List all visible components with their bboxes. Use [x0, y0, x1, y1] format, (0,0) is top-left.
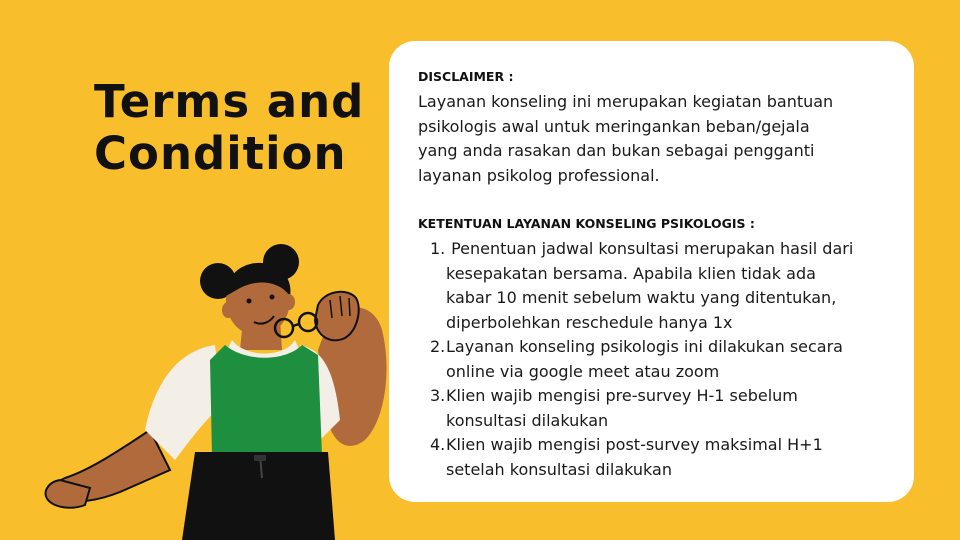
list-line: Layanan konseling psikologis ini dilakukan secara — [446, 337, 843, 356]
terms-card — [389, 41, 914, 502]
disclaimer-line: layanan psikolog professional. — [418, 165, 660, 185]
disclaimer-line: Layanan konseling ini merupakan kegiatan bantuan — [418, 92, 834, 111]
list-line: Klien wajib mengisi post-survey maksimal H+1 — [446, 435, 823, 454]
terms-list — [418, 237, 898, 482]
list-number: 2. — [430, 337, 446, 356]
list-line: kesepakatan bersama. Apabila klien tidak ada — [446, 263, 816, 283]
list-line: Klien wajib mengisi pre-survey H-1 sebelum — [446, 386, 798, 405]
trousers — [182, 452, 335, 540]
disclaimer-text — [418, 90, 888, 188]
terms-heading: KETENTUAN LAYANAN KONSELING PSIKOLOGIS : — [418, 216, 755, 231]
list-line: kabar 10 menit sebelum waktu yang ditentukan, — [446, 288, 837, 307]
list-number: 3. — [430, 386, 446, 405]
list-line: Penentuan jadwal konsultasi merupakan hasil dari — [446, 239, 854, 258]
person-illustration — [0, 0, 400, 540]
list-number: 4. — [430, 435, 446, 454]
disclaimer-heading: DISCLAIMER : — [418, 69, 514, 84]
list-item — [418, 335, 898, 384]
list-item — [418, 384, 898, 433]
list-item — [418, 237, 898, 335]
list-number: 1. — [430, 239, 446, 258]
list-line: konsultasi dilakukan — [446, 410, 609, 430]
title-line-1: Terms and — [94, 75, 365, 128]
shirt — [210, 345, 322, 455]
disclaimer-line: yang anda rasakan dan bukan sebagai pengganti — [418, 141, 815, 160]
list-item — [418, 433, 898, 482]
list-line: setelah konsultasi dilakukan — [446, 459, 672, 479]
title-line-2: Condition — [94, 127, 347, 180]
list-line: diperbolehkan reschedule hanya 1x — [446, 312, 733, 332]
disclaimer-line: psikologis awal untuk meringankan beban/gejala — [418, 116, 810, 136]
list-line: online via google meet atau zoom — [446, 361, 720, 381]
